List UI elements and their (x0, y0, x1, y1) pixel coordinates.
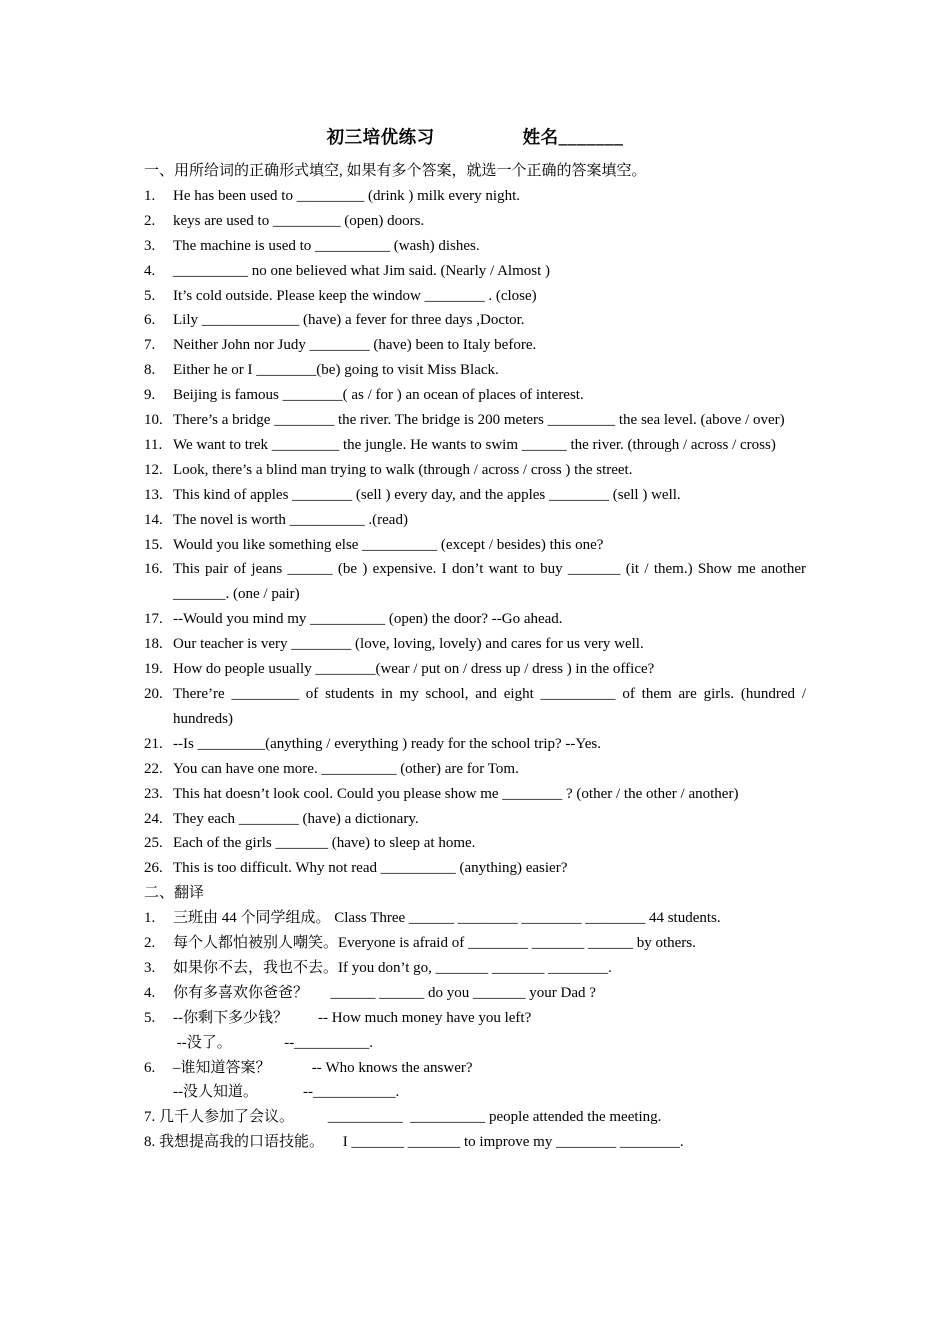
item-text: --Is _________(anything / everything ) ready for the school trip? --Yes. (173, 735, 601, 752)
item-text: Lily _____________ (have) a fever for three days ,Doctor. (173, 312, 525, 329)
item-number: 13. (144, 486, 163, 503)
list-item (144, 508, 806, 533)
item-text: --你剩下多少钱？ -- How much money have you left? (173, 1009, 532, 1026)
item-number: 8. (144, 362, 156, 379)
item-number: 18. (144, 636, 163, 653)
item-number: 23. (144, 785, 163, 802)
item-text: We want to trek _________ the jungle. He wants to swim ______ the river. (through / across / cross) (173, 436, 776, 453)
item-number: 1. (144, 187, 156, 204)
item-text: Either he or I ________(be) going to visit Miss Black. (173, 362, 499, 379)
list-item (144, 956, 806, 981)
part1-heading: 一、用所给词的正确形式填空, 如果有多个答案，就选一个正确的答案填空。 (144, 163, 647, 179)
list-item (144, 383, 806, 408)
worksheet-title: 初三培优练习 (326, 127, 435, 147)
item-text: He has been used to _________ (drink ) milk every night. (173, 187, 521, 204)
item-number: 3. (144, 959, 156, 976)
item-number: 14. (144, 511, 163, 528)
item-number: 21. (144, 735, 163, 752)
item-number: 19. (144, 661, 163, 678)
list-item (144, 831, 806, 856)
list-item (144, 308, 806, 333)
item-number: 24. (144, 810, 163, 827)
part2-question-list (144, 906, 806, 1155)
list-item (144, 234, 806, 259)
item-number: 20. (144, 686, 163, 703)
item-number: 5. (144, 1009, 156, 1026)
item-text: 你有多喜欢你爸爸？ ______ ______ do you _______ your Dad ? (173, 984, 596, 1001)
item-number: 4. (144, 262, 156, 279)
item-text: This kind of apples ________ (sell ) every day, and the apples ________ (sell ) well. (173, 486, 681, 503)
item-text: --Would you mind my __________ (open) the door? --Go ahead. (173, 611, 563, 628)
item-text: How do people usually ________(wear / put on / dress up / dress ) in the office? (173, 661, 655, 678)
item-text: Look, there’s a blind man trying to walk (through / across / cross ) the street. (173, 461, 633, 478)
list-item (144, 632, 806, 657)
item-number: 4. (144, 984, 156, 1001)
list-item (144, 358, 806, 383)
item-number: 26. (144, 860, 163, 877)
item-text: 三班由 44 个同学组成。 Class Three ______ ________ ________ ________ 44 students. (173, 910, 721, 927)
item-number: 10. (144, 412, 163, 429)
item-text: 如果你不去，我也不去。If you don’t go, _______ _______ ________. (173, 959, 612, 976)
list-item (144, 557, 806, 607)
item-number: 16. (144, 561, 163, 578)
item-text: 每个人都怕被别人嘲笑。Everyone is afraid of ________ _______ ______ by others. (173, 935, 696, 952)
item-text: Each of the girls _______ (have) to sleep at home. (173, 835, 476, 852)
list-item (144, 782, 806, 807)
item-number: 3. (144, 237, 156, 254)
item-number: 9. (144, 387, 156, 404)
item-text: This hat doesn’t look cool. Could you please show me ________ ? (other / the other / another) (173, 785, 739, 802)
list-item (144, 1056, 806, 1081)
item-text: This pair of jeans ______ (be ) expensive. I don’t want to buy _______ (it / them.) Show me another _______. (one / pair) (173, 561, 806, 603)
item-text: It’s cold outside. Please keep the window ________ . (close) (173, 287, 537, 304)
item-text: This is too difficult. Why not read __________ (anything) easier? (173, 860, 568, 877)
list-item (144, 284, 806, 309)
item-number: 25. (144, 835, 163, 852)
list-item (144, 607, 806, 632)
list-item (144, 931, 806, 956)
item-text: __________ no one believed what Jim said. (Nearly / Almost ) (173, 262, 551, 279)
list-item-8: 8. 我想提高我的口语技能。 I _______ _______ to improve my ________ ________. (144, 1134, 684, 1151)
list-item (144, 333, 806, 358)
list-item (144, 657, 806, 682)
item-number: 12. (144, 461, 163, 478)
list-item (144, 209, 806, 234)
part1-question-list (144, 184, 806, 881)
item-number: 2. (144, 212, 156, 229)
item-number: 6. (144, 312, 156, 329)
worksheet-content (144, 159, 806, 1155)
list-item (144, 682, 806, 732)
list-item (144, 184, 806, 209)
item-text: There’s a bridge ________ the river. The bridge is 200 meters _________ the sea level. (above / over) (173, 412, 785, 429)
list-item (144, 807, 806, 832)
item-number: 7. (144, 337, 156, 354)
list-item (144, 458, 806, 483)
part2-heading: 二、翻译 (144, 885, 205, 902)
item-text: They each ________ (have) a dictionary. (173, 810, 419, 827)
item-number: 6. (144, 1059, 156, 1076)
list-item (144, 757, 806, 782)
list-item (144, 1006, 806, 1031)
item-number: 1. (144, 910, 156, 927)
list-item (144, 732, 806, 757)
list-item (144, 856, 806, 881)
item-number: 15. (144, 536, 163, 553)
item-text: keys are used to _________ (open) doors. (173, 212, 425, 229)
item-text: You can have one more. __________ (other) are for Tom. (173, 760, 519, 777)
item-text: Beijing is famous ________( as / for ) an ocean of places of interest. (173, 387, 584, 404)
list-item (144, 483, 806, 508)
item-text: –谁知道答案？ -- Who knows the answer? (173, 1059, 473, 1076)
list-item (144, 259, 806, 284)
name-field-label: 姓名_______ (522, 127, 624, 147)
item-text: Our teacher is very ________ (love, loving, lovely) and cares for us very well. (173, 636, 644, 653)
item-text: There’re _________ of students in my school, and eight __________ of them are girls. (hundred / hundreds) (173, 686, 806, 727)
item-number: 11. (144, 436, 163, 453)
item-number: 17. (144, 611, 163, 628)
item-reply: --没了。 --__________. (173, 1034, 373, 1051)
list-item-7: 7. 几千人参加了会议。 __________ __________ people attended the meeting. (144, 1109, 662, 1126)
list-item (144, 408, 806, 433)
page-title (0, 124, 950, 149)
item-text: Would you like something else __________ (except / besides) this one? (173, 536, 604, 553)
list-item (144, 533, 806, 558)
list-item (144, 981, 806, 1006)
item-text: Neither John nor Judy ________ (have) been to Italy before. (173, 337, 537, 354)
item-number: 5. (144, 287, 156, 304)
list-item (144, 906, 806, 931)
item-number: 22. (144, 760, 163, 777)
item-reply: --没人知道。 --___________. (173, 1084, 400, 1101)
item-text: The novel is worth __________ .(read) (173, 511, 408, 528)
list-item (144, 433, 806, 458)
item-number: 2. (144, 935, 156, 952)
item-text: The machine is used to __________ (wash) dishes. (173, 237, 480, 254)
